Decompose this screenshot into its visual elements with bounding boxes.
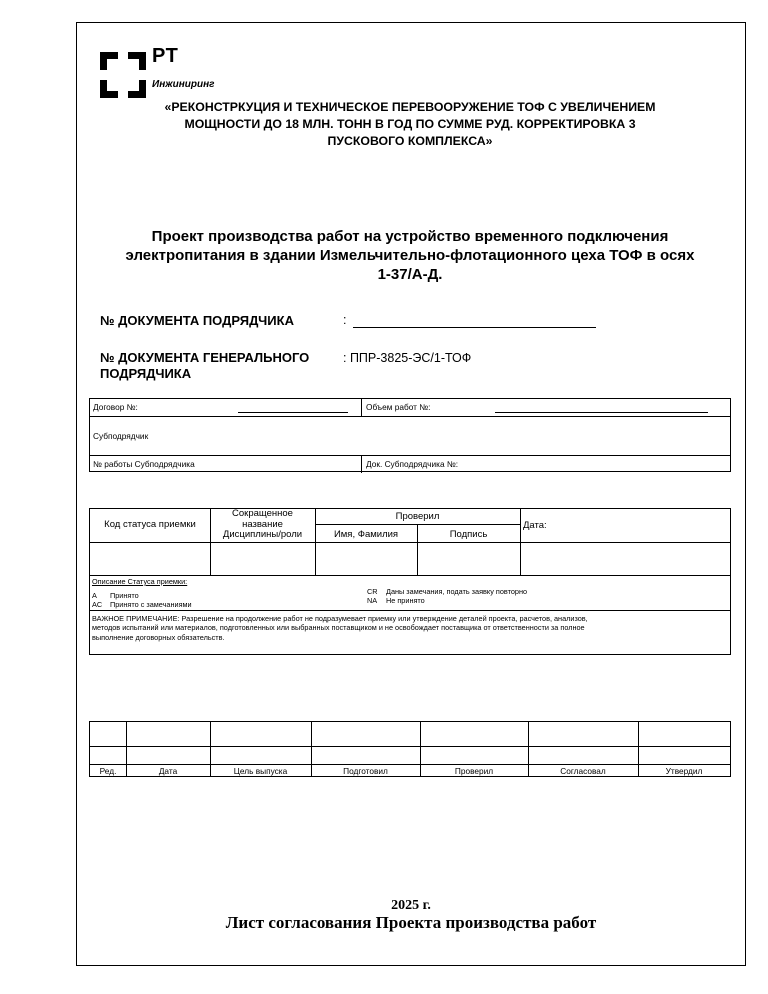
rev-header-date: Дата (158, 766, 178, 776)
sheet-title: Лист согласования Проекта производства работ (225, 913, 597, 932)
status-ac: AC Принято с замечаниями (92, 600, 192, 609)
contract-no-field[interactable] (238, 412, 348, 413)
status-na: NA Не принято (367, 596, 425, 605)
subcontractor-label: Субподрядчик (93, 431, 149, 441)
work-volume-label: Объем работ №: (366, 402, 431, 412)
acceptance-table (89, 508, 731, 655)
col-short-name: Сокращенное название Дисциплины/роли (222, 508, 303, 540)
revision-table (89, 721, 731, 777)
rev-header-rev: Ред. (99, 766, 117, 776)
contractor-doc-colon: : (343, 313, 347, 327)
rt-logo-icon (98, 50, 148, 100)
col-signature: Подпись (449, 529, 488, 540)
rev-header-checked: Проверил (454, 766, 494, 776)
col-status-code: Код статуса приемки (104, 519, 196, 530)
sub-doc-no-label: Док. Субподрядчика №: (366, 459, 459, 469)
status-a: A Принято (92, 591, 139, 600)
sub-work-no-label: № работы Субподрядчика (93, 459, 195, 469)
general-contractor-doc-value: : ППР-3825-ЭС/1-ТОФ (343, 351, 472, 365)
page-frame (76, 22, 746, 966)
logo-brand: РТ (152, 45, 179, 67)
contract-no-label: Договор №: (93, 402, 138, 412)
contractor-doc-label: № ДОКУМЕНТА ПОДРЯДЧИКА (100, 313, 294, 328)
year: 2025 г. (391, 898, 431, 913)
rev-header-agreed: Согласовал (560, 766, 606, 776)
rev-header-approved: Утвердил (665, 766, 703, 776)
project-title: «РЕКОНСТРКУЦИЯ И ТЕХНИЧЕСКОЕ ПЕРЕВООРУЖЕНИЕ ТОФ С УВЕЛИЧЕНИЕМ МОЩНОСТИ ДО 18 МЛН. ТОНН В ГОД ПО СУММЕ РУД. КОРРЕКТИРОВКА 3 ПУСКОВОГО КОМПЛЕКСА» (164, 100, 656, 148)
status-cr: CR Даны замечания, подать заявку повторно (367, 587, 528, 596)
work-volume-field[interactable] (495, 412, 708, 413)
important-note: ВАЖНОЕ ПРИМЕЧАНИЕ: Разрешение на продолжение работ не подразумевает приемку или утверждение деталей проекта, расчетов, анализов, методов испытаний или материалов, подготовленных или выбранных поставщиком и не освобождает поставщика от ответственности за полное выполнение договорных обязательств. (92, 614, 588, 642)
contractor-doc-field[interactable] (353, 313, 596, 328)
rev-header-purpose: Цель выпуска (233, 766, 288, 776)
general-contractor-doc-label: № ДОКУМЕНТА ГЕНЕРАЛЬНОГО ПОДРЯДЧИКА (100, 350, 310, 381)
col-checked: Проверил (395, 511, 440, 522)
rev-header-prepared: Подготовил (343, 766, 388, 776)
document-title: Проект производства работ на устройство временного подключения электропитания в здании Измельчительно-флотационного цеха ТОФ в осях 1-37/А-Д. (125, 228, 695, 283)
col-name: Имя, Фамилия (333, 529, 399, 540)
contract-info-box (89, 398, 731, 472)
col-date: Дата: (523, 520, 547, 531)
logo-subtitle: Инжиниринг (152, 79, 215, 90)
status-desc-title: Описание Статуса приемки: (92, 577, 188, 586)
